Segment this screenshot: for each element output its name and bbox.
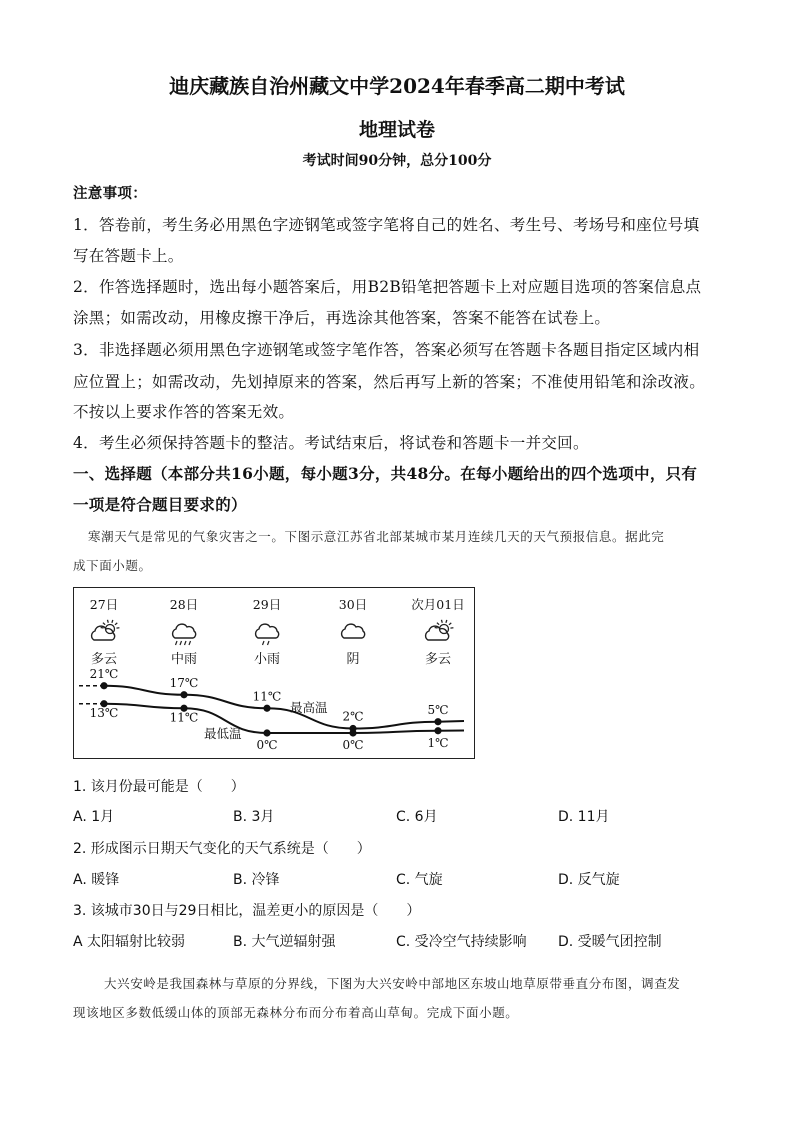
rain-drop (185, 641, 187, 645)
high-temp-label: 21℃ (89, 666, 119, 681)
q2-option-b[interactable]: B. 冷锋 (233, 872, 280, 888)
day-condition-label: 多云 (90, 652, 118, 667)
rain-drop (180, 641, 182, 645)
low-temp-label: 0℃ (256, 738, 278, 752)
weather-forecast-svg (74, 588, 476, 760)
rain-drop (268, 641, 270, 645)
low-temp-point (434, 727, 441, 734)
low-temp-label: 1℃ (427, 735, 449, 750)
intro-paragraph: 寒潮天气是常见的气象灾害之一。下图示意江苏省北部某城市某月连续几天的天气预报信息。据此完 (88, 529, 665, 544)
note-line: 2．作答选择题时，选出每小题答案后，用B2B铅笔把答题卡上对应题目选项的答案信息点 (73, 278, 702, 296)
weather-forecast-chart (73, 587, 475, 759)
time-info: 考试时间90分钟，总分100分 (302, 153, 492, 169)
q1-option-c[interactable]: C. 6月 (396, 809, 438, 825)
sun-ray (449, 623, 451, 625)
sun-ray (112, 620, 113, 623)
rain-drop (189, 641, 191, 645)
high-temp-point (263, 705, 270, 712)
question-2-stem: 2. 形成图示日期天气变化的天气系统是（ ） (73, 841, 371, 857)
q1-option-d[interactable]: D. 11月 (558, 809, 610, 825)
high-temp-label: 11℃ (252, 689, 282, 704)
q2-option-d[interactable]: D. 反气旋 (558, 872, 620, 888)
day-condition-label: 多云 (424, 652, 452, 667)
day-condition-label: 中雨 (170, 652, 198, 667)
sun-ray (115, 623, 117, 625)
day-date-label: 27日 (89, 597, 119, 612)
intro-paragraph-2: 大兴安岭是我国森林与草原的分界线，下图为大兴安岭中部地区东坡山地草原带垂直分布图，调查发 (104, 976, 681, 991)
sun-ray (103, 623, 105, 625)
high-temp-label: 17℃ (169, 675, 199, 690)
day-date-label: 28日 (169, 597, 199, 612)
note-line: 写在答题卡上。 (73, 247, 184, 265)
note-line: 3．非选择题必须用黑色字迹钢笔或签字笔作答，答案必须写在答题卡各题目指定区域内相 (73, 341, 700, 359)
q3-option-b[interactable]: B. 大气逆辐射强 (233, 934, 336, 950)
section-heading: 一、选择题（本部分共16小题，每小题3分，共48分。在每小题给出的四个选项中，只有 (73, 464, 698, 483)
note-line: 4．考生必须保持答题卡的整洁。考试结束后，将试卷和答题卡一并交回。 (73, 434, 589, 452)
low-temp-label: 0℃ (342, 738, 364, 752)
low-temp-label: 11℃ (169, 710, 199, 725)
notes-heading: 注意事项： (73, 185, 147, 202)
cloud-shape (256, 624, 279, 638)
high-temp-point (100, 682, 107, 689)
q3-option-c[interactable]: C. 受冷空气持续影响 (396, 934, 527, 950)
q3-option-d[interactable]: D. 受暖气团控制 (558, 934, 662, 950)
intro-paragraph-cont: 成下面小题。 (73, 558, 152, 573)
subject-title: 地理试卷 (358, 119, 435, 141)
rain-drop (176, 641, 178, 645)
q2-option-c[interactable]: C. 气旋 (396, 872, 443, 888)
sun-ray (437, 623, 439, 625)
q1-option-a[interactable]: A. 1月 (73, 809, 115, 825)
high-temp-series-label: 最高温 (290, 700, 328, 715)
section-heading-cont: 一项是符合题目要求的） (73, 495, 247, 514)
intro-paragraph-2-cont: 现该地区多数低缓山体的顶部无森林分布而分布着高山草甸。完成下面小题。 (73, 1005, 519, 1020)
day-date-label: 29日 (252, 597, 282, 612)
low-temp-series-label: 最低温 (204, 726, 242, 741)
low-temp-label: 13℃ (89, 705, 119, 720)
light-rain-icon (256, 624, 279, 645)
sun-ray (441, 620, 442, 623)
low-temp-line (104, 704, 464, 733)
high-temp-point (434, 718, 441, 725)
cloud-shape (342, 624, 365, 638)
low-temp-point (263, 729, 270, 736)
day-condition-label: 阴 (346, 652, 360, 667)
sun-ray (446, 620, 447, 623)
note-line: 应位置上；如需改动，先划掉原来的答案，然后再写上新的答案；不准使用铅笔和涂改液。 (73, 373, 706, 391)
day-date-label: 30日 (338, 597, 368, 612)
q3-option-a[interactable]: A 太阳辐射比较弱 (73, 934, 186, 950)
day-date-label: 次月01日 (411, 597, 465, 612)
low-temp-point (349, 729, 356, 736)
sun-ray (107, 620, 108, 623)
note-line: 1．答卷前，考生务必用黑色字迹钢笔或签字笔将自己的姓名、考生号、考场号和座位号填 (73, 216, 700, 234)
rain-cloud-icon (173, 624, 196, 645)
high-temp-label: 5℃ (427, 702, 449, 717)
q1-option-b[interactable]: B. 3月 (233, 809, 275, 825)
question-1-stem: 1. 该月份最可能是（ ） (73, 779, 245, 795)
rain-drop (263, 641, 265, 645)
high-temp-point (180, 691, 187, 698)
cloud-icon (342, 624, 365, 638)
cloud-sun-icon (92, 620, 120, 640)
note-line: 涂黑；如需改动，用橡皮擦干净后，再选涂其他答案，答案不能答在试卷上。 (73, 309, 611, 327)
note-line: 不按以上要求作答的答案无效。 (73, 403, 295, 421)
exam-title: 迪庆藏族自治州藏文中学2024年春季高二期中考试 (169, 74, 625, 98)
q2-option-a[interactable]: A. 暖锋 (73, 872, 120, 888)
cloud-sun-icon (426, 620, 454, 640)
day-condition-label: 小雨 (253, 652, 281, 667)
question-3-stem: 3. 该城市30日与29日相比，温差更小的原因是（ ） (73, 903, 421, 919)
high-temp-label: 2℃ (342, 709, 364, 724)
cloud-shape (173, 624, 196, 638)
